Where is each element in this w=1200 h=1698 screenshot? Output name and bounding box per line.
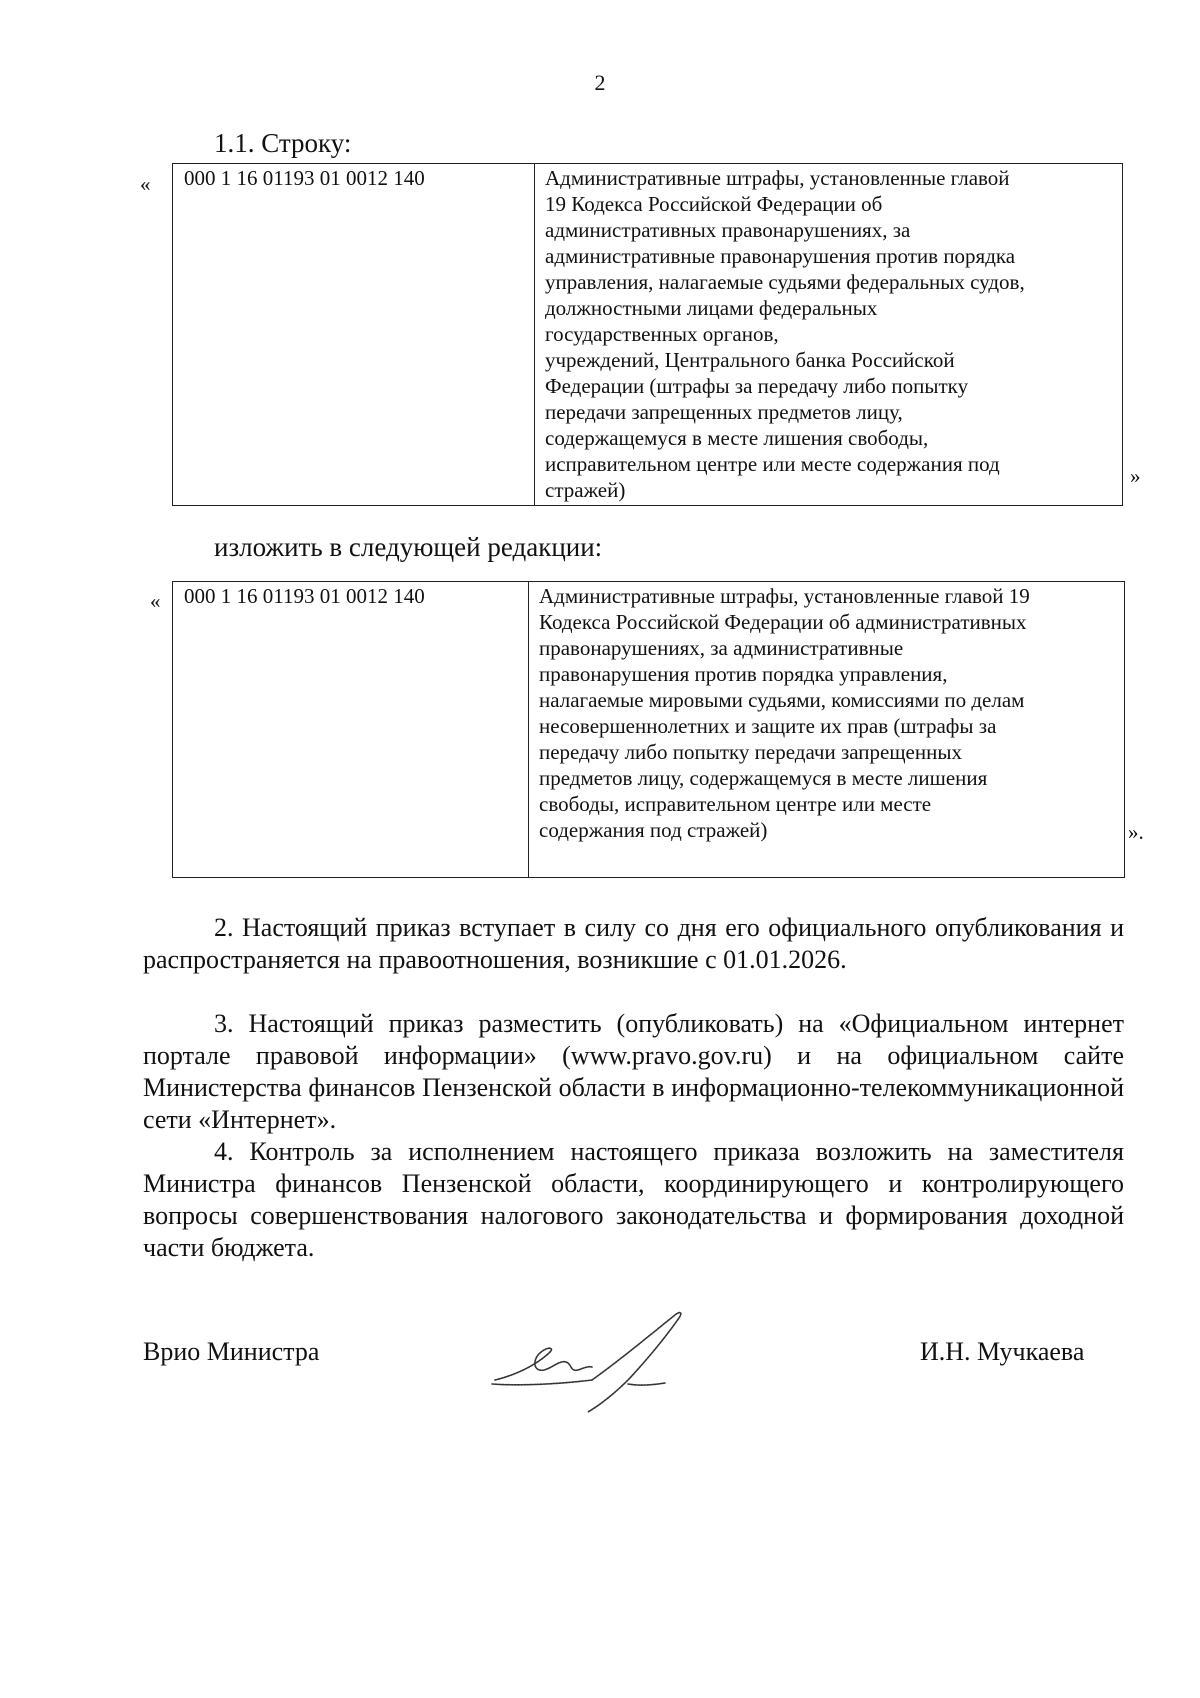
desc-line: предметов лицу, содержащемуся в месте лишения bbox=[539, 766, 988, 790]
desc-line: содержания под стражей) bbox=[539, 818, 768, 842]
old-row-table bbox=[172, 163, 1123, 506]
budget-code-cell: 000 1 16 01193 01 0012 140 bbox=[173, 164, 535, 506]
desc-line: административных правонарушениях, за bbox=[545, 218, 911, 242]
paragraph-4: 4. Контроль за исполнением настоящего приказа возложить на заместителя Министра финансов Пензенской области, координирующего и контролирующего вопросы совершенствования налогового законодательства и формирования доходной части бюджета. bbox=[143, 1137, 1124, 1262]
desc-line: Кодекса Российской Федерации об административных bbox=[539, 610, 1027, 634]
signatory-name: И.Н. Мучкаева bbox=[920, 1337, 1085, 1366]
desc-line: несовершеннолетних и защите их прав (штрафы за bbox=[539, 714, 997, 738]
description-cell bbox=[529, 582, 1125, 878]
table-row bbox=[173, 164, 1123, 506]
close-quote-new: ». bbox=[1128, 820, 1144, 844]
desc-line: передачи запрещенных предметов лицу, bbox=[545, 400, 903, 424]
desc-line: налагаемые мировыми судьями, комиссиями по делам bbox=[539, 688, 1025, 712]
description-cell bbox=[535, 164, 1123, 506]
new-row-table bbox=[172, 581, 1125, 878]
signatory-position: Врио Министра bbox=[143, 1337, 320, 1366]
desc-line: правонарушениях, за административные bbox=[539, 636, 904, 660]
table-row bbox=[173, 582, 1125, 878]
page-number: 2 bbox=[594, 70, 606, 95]
desc-line: должностными лицами федеральных bbox=[545, 296, 878, 320]
new-edition-heading: изложить в следующей редакции: bbox=[214, 532, 603, 562]
open-quote-new: « bbox=[150, 589, 161, 613]
desc-line: государственных органов, bbox=[545, 322, 779, 346]
paragraph-3: 3. Настоящий приказ разместить (опубликовать) на «Официальном интернет портале правовой информации» (www.pravo.gov.ru) и на официальном сайте Министерства финансов Пензенской области в информационно-телекоммуникационной сети «Интернет». bbox=[143, 1009, 1124, 1134]
section-1-1-heading: 1.1. Строку: bbox=[214, 128, 352, 158]
desc-line: Административные штрафы, установленные главой 19 bbox=[539, 584, 1030, 608]
budget-code-cell: 000 1 16 01193 01 0012 140 bbox=[173, 582, 529, 878]
desc-line: стражей) bbox=[545, 478, 626, 502]
desc-line: Федерации (штрафы за передачу либо попытку bbox=[545, 374, 969, 398]
desc-line: Административные штрафы, установленные главой bbox=[545, 166, 1010, 190]
desc-line: содержащемуся в месте лишения свободы, bbox=[545, 426, 929, 450]
open-quote-old: « bbox=[140, 172, 151, 196]
desc-line: административные правонарушения против порядка bbox=[545, 244, 1016, 268]
paragraph-2: 2. Настоящий приказ вступает в силу со дня его официального опубликования и распространяется на правоотношения, возникшие с 01.01.2026. bbox=[143, 913, 1124, 974]
desc-line: учреждений, Центрального банка Российской bbox=[545, 348, 955, 372]
desc-line: управления, налагаемые судьями федеральных судов, bbox=[545, 270, 1025, 294]
desc-line: свободы, исправительном центре или месте bbox=[539, 792, 932, 816]
desc-line: исправительном центре или месте содержания под bbox=[545, 452, 1000, 476]
desc-line: 19 Кодекса Российской Федерации об bbox=[545, 192, 883, 216]
desc-line: правонарушения против порядка управления, bbox=[539, 662, 948, 686]
handwritten-signature bbox=[480, 1300, 720, 1420]
desc-line: передачу либо попытку передачи запрещенных bbox=[539, 740, 962, 764]
close-quote-old: » bbox=[1130, 464, 1141, 488]
